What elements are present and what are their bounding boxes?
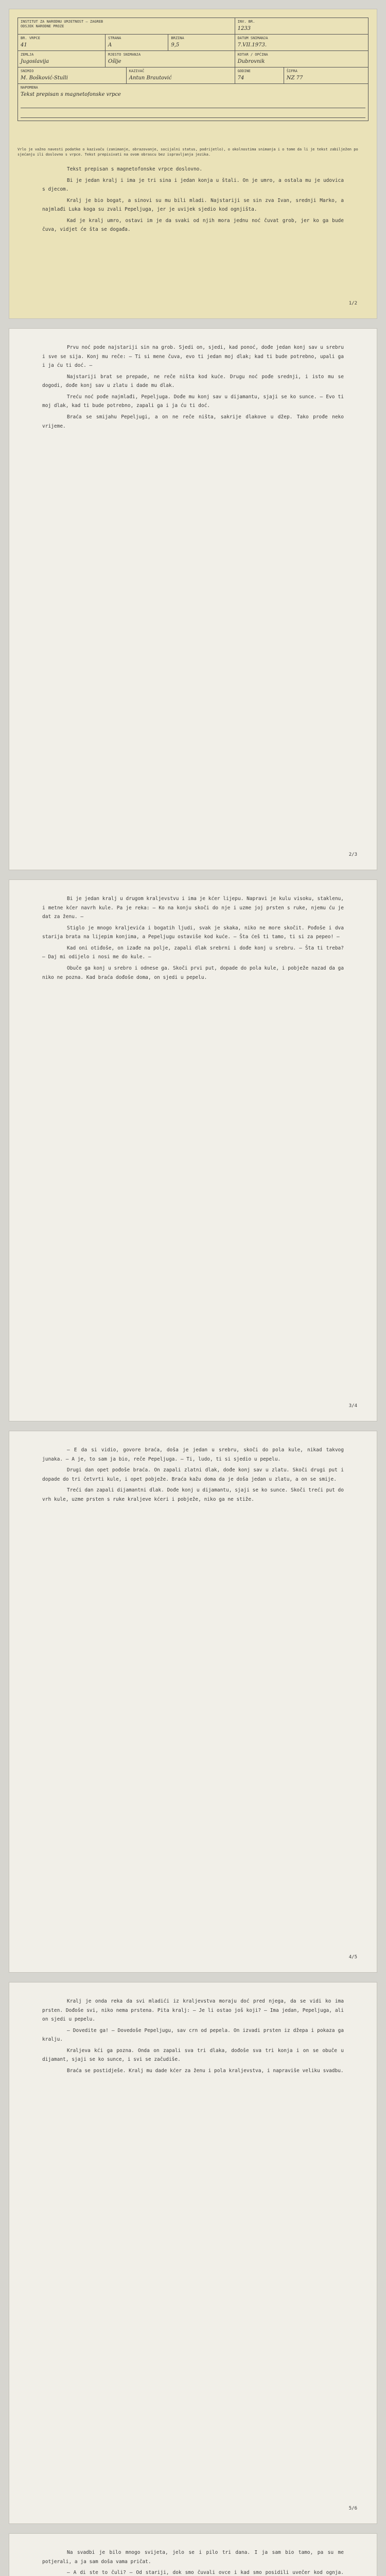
transcript-page: [9, 1431, 377, 1972]
form-sheet: [9, 9, 377, 318]
form-transcript: [42, 165, 344, 236]
form-header-row: [17, 18, 369, 35]
age-cell: [235, 67, 284, 83]
registration-form: [17, 18, 369, 121]
paragraph: Kralj je onda reka da svi mladići iz kraljevstva moraju doć pred njega, da se vidi ko ima prsten. Dođoše svi, niko nema prstena. Pita kralj: — Je li ostao još koji? — Ima jedan, Pepeljuga, ali on sjedi u pepelu.: [42, 1998, 344, 2023]
page-number: 4/5: [348, 1955, 357, 1960]
age-label: GODINE: [237, 69, 251, 73]
paragraph: Bi je jedan kralj i ima je tri sina i jedan konja u štali. On je umro, a ostala mu je udovica s djecom.: [42, 177, 344, 193]
place-value: Ošlje: [108, 59, 121, 65]
paragraph: Treću noć pođe najmlađi, Pepeljuga. Dođe mu konj sav u dijamantu, sjaji se ko sunce. — Evo ti moj dlak, kad ti bude potrebno, zapali ga i ja ću ti doć.: [42, 394, 344, 409]
page-body: [9, 2534, 377, 2576]
recorder-label: SNIMIO: [21, 69, 34, 73]
inventory-label: INV. BR.: [237, 20, 255, 24]
district-label: KOTAR / OPĆINA: [237, 52, 268, 57]
form-tape-row: [17, 35, 369, 51]
page-number: 1/2: [348, 301, 357, 307]
page-body: [9, 329, 377, 431]
paragraph: — Dovedite ga! — Dovedoše Pepeljugu, sav crn od pepela. On izvadi prsten iz džepa i pokaza ga kralju.: [42, 2027, 344, 2043]
form-place-row: [17, 51, 369, 67]
side-label: STRANA: [108, 36, 121, 40]
side-value: A: [108, 42, 112, 48]
tape-value: 41: [21, 42, 27, 48]
note-label: NAPOMENA: [21, 85, 38, 90]
recorder-cell: [18, 67, 127, 83]
paragraph: Stiglo je mnogo kraljevića i bogatih ljudi, svak je skaka, niko ne more skočit. Pođoše i dva starija brata na lijepim konjima, a Pepeljugu ostaviše kod kuće. — Šta ćeš ti tamo, ti si za pepeo! —: [42, 925, 344, 940]
date-cell: [235, 35, 368, 50]
page-number: 5/6: [348, 2506, 357, 2512]
place-label: MJESTO SNIMANJA: [108, 52, 141, 57]
page-body: [9, 1431, 377, 1504]
tape-label: BR. VRPCE: [21, 36, 40, 40]
informant-value: Antun Brautović: [129, 75, 172, 81]
paragraph: Braća se postidješe. Kralj mu dade kćer za ženu i pola kraljevstva, i napraviše veliku svadbu.: [67, 2067, 344, 2074]
transcript-page: [9, 329, 377, 870]
paragraph: Kad je kralj umro, ostavi im je da svaki od njih mora jednu noć čuvat grob, jer ko ga bude čuva, vidjet će šta se događa.: [42, 217, 344, 233]
country-cell: [18, 51, 106, 67]
tape-cell: [18, 35, 106, 50]
institute-name: INSTITUT ZA NARODNU UMJETNOST — ZAGREB: [21, 20, 103, 24]
side-cell: [106, 35, 168, 50]
transcript-page: [9, 880, 377, 1421]
paragraph: Bi je jedan kralj u drugom kraljevstvu i ima je kćer lijepu. Napravi je kulu visoku, staklenu, i metne kćer navrh kule. Pa je reka: — Ko na konju skoči do nje i uzme joj prsten s ruke, njemu ću je dat za ženu. —: [42, 896, 344, 920]
paragraph: Braća se smijahu Pepeljugi, a on ne reče ništa, sakrije dlakove u džep. Tako prođe neko vrijeme.: [42, 414, 344, 429]
form-small-print: Vrlo je važno navesti podatke o kazivaču (zanimanje, obrazovanje, socijalni status, podrijetlo), o okolnostima snimanja i o tome da li je tekst zabilježen po sjećanju ili doslovno s vrpce. Tekst prepisivati na ovom obrascu bez ispravljanja jezika.: [17, 147, 358, 157]
speed-label: BRZINA: [171, 36, 184, 40]
page-number: 2/3: [348, 852, 357, 858]
country-label: ZEMLJA: [21, 52, 34, 57]
paragraph: Kad oni otiđoše, on izađe na polje, zapali dlak srebrni i dođe konj u srebru. — Šta ti treba? — Daj mi odijelo i nosi me do kule. —: [42, 945, 344, 960]
paragraph: — E da si vidio, govore braća, doša je jedan u srebru, skoči do pola kule, nikad takvog junaka. — A je, to sam ja bio, reče Pepeljuga. — Ti, ludo, ti si sjedio u pepelu.: [42, 1447, 344, 1462]
page-number: 3/4: [348, 1403, 357, 1409]
date-value: 7.VII.1973.: [237, 42, 267, 48]
note-cell: [18, 84, 368, 121]
form-people-row: [17, 67, 369, 84]
note-line-1: [21, 99, 365, 108]
paragraph: Prvu noć pode najstariji sin na grob. Sjedi on, sjedi, kad ponoć, dođe jedan konj sav u srebru i sve se sija. Konj mu reče: — Ti si mene čuva, evo ti jedan moj dlak; kad ti bude potrebno, upali ga i ja ću ti doć. —: [42, 345, 344, 369]
district-value: Dubrovnik: [237, 59, 265, 65]
place-cell: [106, 51, 235, 67]
note-line-2: [21, 109, 365, 118]
paragraph: Kraljeva kći ga pozna. Onda on zapali sva tri dlaka, dođoše sva tri konja i on se obuče u dijamant, sjaji se ko sunce, i svi se začudiše.: [42, 2047, 344, 2063]
paragraph: Drugi dan opet pođoše braća. On zapali zlatni dlak, dođe konj sav u zlatu. Skoči drugi put i dopade do tri četvrti kule, i opet pobježe. Braća kažu doma da je doša jedan u zlatu, a on se smije.: [42, 1467, 344, 1482]
district-cell: [235, 51, 368, 67]
archive-name: ODSJEK NARODNE PROZE: [21, 24, 64, 29]
recorder-value: M. Bošković-Stulli: [21, 75, 68, 81]
paragraph: Najstariji brat se prepade, ne reče ništa kod kuće. Drugu noć pođe srednji, i isto mu se dogodi, dođe konj sav u zlatu i dade mu dlak.: [42, 374, 344, 389]
inventory-value: 1233: [237, 26, 251, 32]
page-body: [9, 1982, 377, 2076]
code-label: ŠIFRA: [286, 69, 297, 73]
paragraph: Obuče ga konj u srebro i odnese ga. Skoči prvi put, dopade do pola kule, i pobježe nazad da ga niko ne pozna. Kad braća dođoše doma, on sjedi u pepelu.: [42, 965, 344, 980]
country-value: Jugoslavija: [21, 59, 49, 65]
transcript-page: [9, 2534, 377, 2576]
informant-cell: [127, 67, 235, 83]
speed-cell: [168, 35, 235, 50]
institute-cell: [18, 18, 235, 34]
informant-label: KAZIVAČ: [129, 69, 145, 73]
date-label: DATUM SNIMANJA: [237, 36, 268, 40]
transcript-page: [9, 1982, 377, 2523]
code-cell: [284, 67, 368, 83]
note-value: Tekst prepisan s magnetofonske vrpce: [21, 92, 121, 98]
form-note-row: [17, 84, 369, 121]
paragraph: Na svadbi je bilo mnogo svijeta, jelo se i pilo tri dana. I ja sam bio tamo, pa su me potjerali, a ja sam doša vama pričat.: [42, 2550, 344, 2565]
paragraph: Treći dan zapali dijamantni dlak. Dođe konj u dijamantu, sjaji se ko sunce. Skoči treći put do vrh kule, uzme prsten s ruke kraljeve kćeri i pobježe, niko ga ne stiže.: [42, 1487, 344, 1502]
paragraph: Kralj je bio bogat, a sinovi su mu bili mladi. Najstariji se sin zva Ivan, srednji Marko, a najmlađi Luka koga su zvali Pepeljuga, jer je uvijek sjedio kod ognjišta.: [42, 197, 344, 213]
age-value: 74: [237, 75, 244, 81]
transcript-note: Tekst prepisan s magnetofonske vrpce doslovno.: [67, 166, 203, 172]
code-value: NZ 77: [286, 75, 303, 81]
speed-value: 9,5: [171, 42, 180, 48]
paragraph: — A di ste to čuli? — Od stariji, dok smo čuvali ovce i kad smo posidili uvečer kod ognja.: [67, 2570, 344, 2576]
page-body: [9, 880, 377, 982]
inventory-cell: [235, 18, 368, 34]
